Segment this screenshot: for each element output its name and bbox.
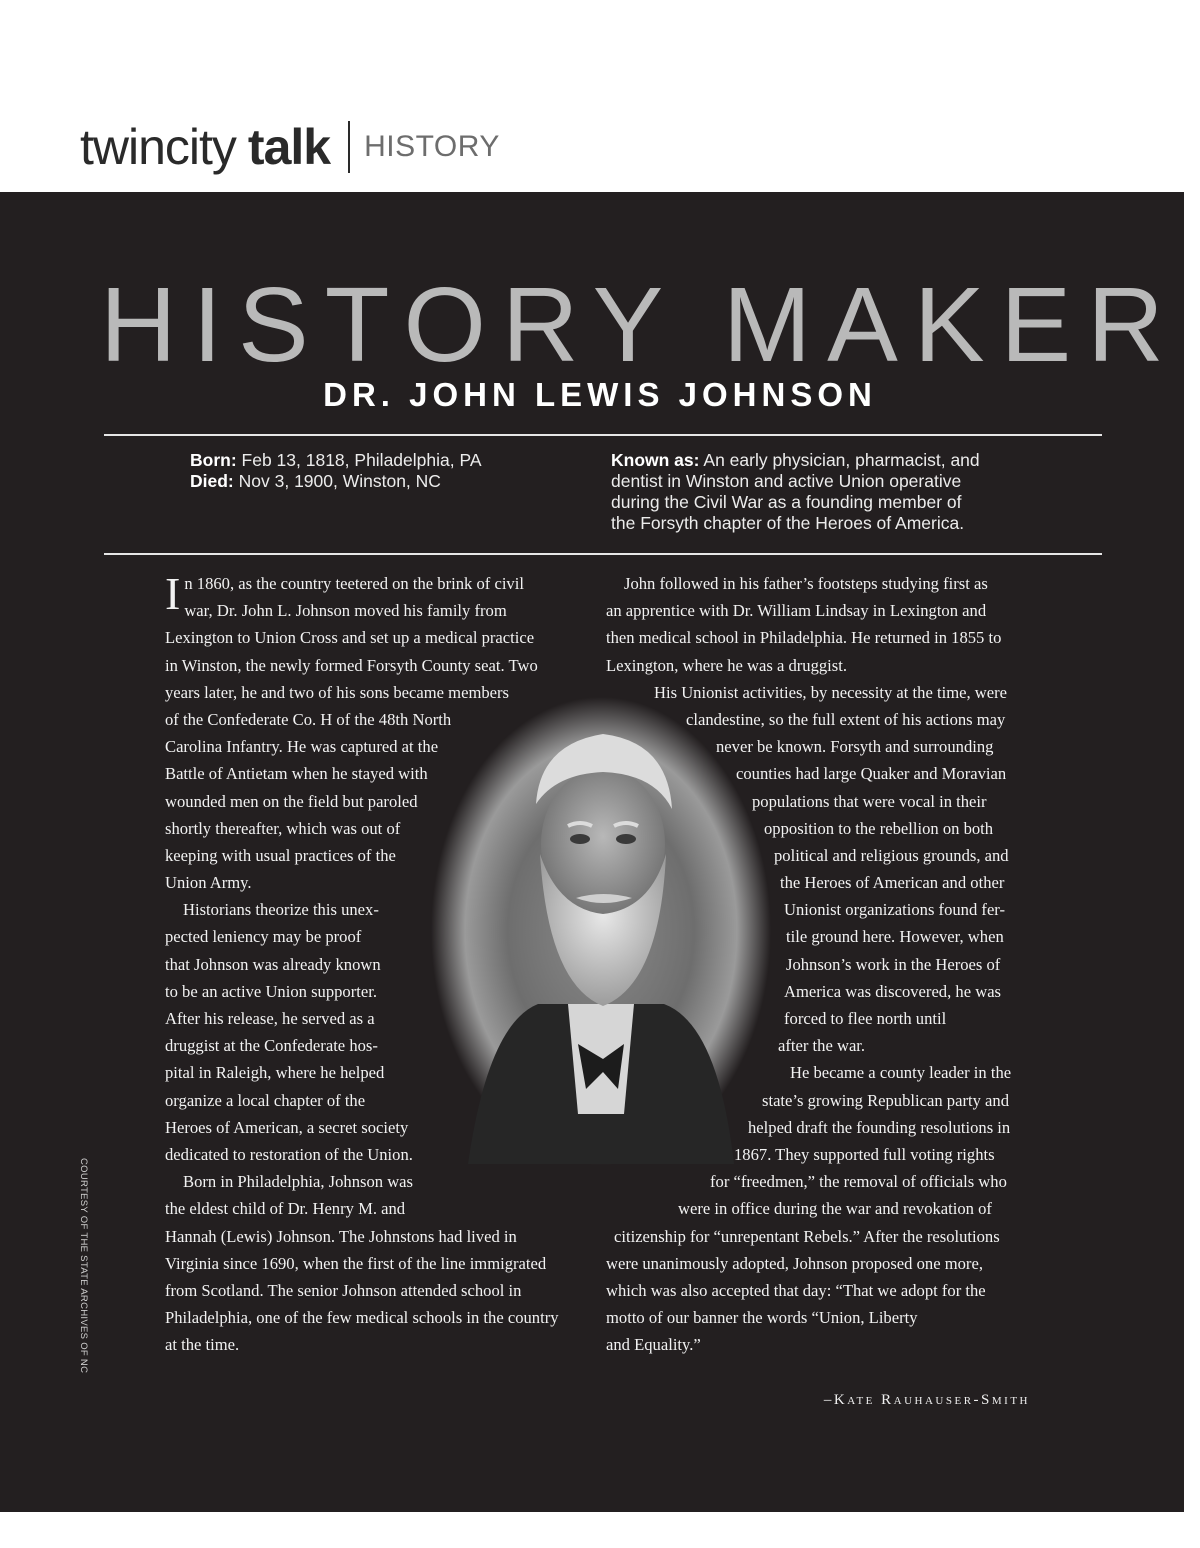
article-line: Historians theorize this unex- — [183, 900, 379, 920]
article-line: motto of our banner the words “Union, Liberty — [606, 1308, 918, 1328]
article-line: state’s growing Republican party and — [762, 1090, 1010, 1110]
article-line: were in office during the war and revokation of — [678, 1199, 992, 1219]
article-line: forced to flee north until — [784, 1009, 947, 1028]
article-line: opposition to the rebellion on both — [764, 818, 994, 838]
drop-cap: I — [165, 568, 181, 619]
died-label: Died: — [190, 471, 234, 491]
article-line: Johnson’s work in the Heroes of — [786, 954, 1001, 974]
section-label: HISTORY — [364, 130, 500, 163]
article-line: the eldest child of Dr. Henry M. and — [165, 1199, 406, 1219]
author-byline: –Kate Rauhauser-Smith — [823, 1392, 1030, 1408]
article-line: that Johnson was already known — [165, 954, 381, 974]
article-line: to be an active Union supporter. — [165, 981, 377, 1001]
article-line: In 1860, as the country teetered on the brink of civil — [165, 568, 524, 619]
article-line: at the time. — [165, 1335, 240, 1355]
article-title: HISTORY MAKER — [100, 266, 1180, 384]
article-line: Union Army. — [165, 873, 252, 893]
article-line: in Winston, the newly formed Forsyth County seat. Two — [165, 655, 538, 675]
article-line: 1867. They supported full voting rights — [734, 1144, 995, 1164]
article-line: pital in Raleigh, where he helped — [165, 1063, 385, 1083]
article-line: for “freedmen,” the removal of officials who — [710, 1172, 1007, 1192]
article-line: citizenship for “unrepentant Rebels.” After the resolutions — [614, 1226, 1000, 1246]
article-line: America was discovered, he was — [784, 981, 1002, 1001]
article-line: wounded men on the field but paroled — [165, 791, 418, 811]
article-line: John followed in his father’s footsteps studying first as — [624, 574, 988, 593]
masthead — [80, 112, 500, 182]
article-line: pected leniency may be proof — [165, 927, 362, 947]
article-line: After his release, he served as a — [165, 1009, 375, 1028]
article-line: political and religious grounds, and — [774, 845, 1009, 865]
article-line: druggist at the Confederate hos- — [165, 1036, 378, 1056]
article-line: dedicated to restoration of the Union. — [165, 1144, 413, 1164]
header-divider — [348, 121, 350, 173]
known-line: dentist in Winston and active Union operative — [611, 471, 962, 491]
article-line: Philadelphia, one of the few medical schools in the country — [165, 1308, 559, 1328]
known-line: An early physician, pharmacist, and — [703, 450, 980, 470]
article-line: Unionist organizations found fer- — [784, 900, 1006, 920]
article-line: Battle of Antietam when he stayed with — [165, 764, 428, 784]
born-value: Feb 13, 1818, Philadelphia, PA — [241, 450, 482, 470]
article-column-right — [606, 570, 1036, 1358]
known-as-fact — [611, 450, 1031, 534]
article-line: after the war. — [778, 1036, 866, 1056]
article-line: never be known. Forsyth and surrounding — [716, 737, 994, 757]
article-line: shortly thereafter, which was out of — [165, 818, 401, 838]
article-line: populations that were vocal in their — [752, 791, 987, 811]
article-line: of the Confederate Co. H of the 48th North — [165, 709, 452, 729]
article-line: Born in Philadelphia, Johnson was — [183, 1172, 413, 1192]
born-fact — [190, 450, 580, 471]
article-line: clandestine, so the full extent of his actions may — [686, 709, 1006, 729]
article-line: tile ground here. However, when — [786, 927, 1004, 947]
divider-top — [104, 434, 1102, 436]
article-line: Lexington, where he was a druggist. — [606, 655, 848, 675]
article-line: helped draft the founding resolutions in — [748, 1117, 1011, 1137]
article-line: from Scotland. The senior Johnson attended school in — [165, 1280, 522, 1300]
article-line: Hannah (Lewis) Johnson. The Johnstons had lived in — [165, 1226, 517, 1246]
photo-credit-text: COURTESY OF THE STATE ARCHIVES OF NC — [78, 1158, 89, 1374]
born-label: Born: — [190, 450, 237, 470]
article-line: Lexington to Union Cross and set up a medical practice — [165, 628, 535, 648]
article-line: and Equality.” — [606, 1335, 701, 1355]
photo-credit — [73, 1158, 93, 1374]
known-label: Known as: — [611, 450, 700, 470]
article-line: counties had large Quaker and Moravian — [736, 764, 1007, 784]
article-line: Virginia since 1690, when the first of the line immigrated — [165, 1253, 547, 1273]
article-line: organize a local chapter of the — [165, 1090, 366, 1110]
article-column-left — [165, 570, 585, 1358]
article-line: were unanimously adopted, Johnson proposed one more, — [606, 1253, 983, 1273]
known-line: during the Civil War as a founding member of — [611, 492, 962, 512]
article-panel — [0, 192, 1184, 1512]
brand-name-bold: talk — [247, 119, 331, 175]
article-line: Heroes of American, a secret society — [165, 1117, 409, 1137]
known-line: the Forsyth chapter of the Heroes of America. — [611, 513, 965, 533]
article-line: keeping with usual practices of the — [165, 845, 396, 865]
vital-facts — [190, 450, 580, 492]
article-line: which was also accepted that day: “That we adopt for the — [606, 1280, 986, 1300]
article-line: war, Dr. John L. Johnson moved his family from — [184, 601, 507, 621]
article-subtitle: DR. JOHN LEWIS JOHNSON — [323, 376, 877, 413]
died-fact — [190, 471, 580, 492]
article-line: He became a county leader in the — [790, 1063, 1012, 1083]
article-line: years later, he and two of his sons became members — [165, 682, 510, 702]
article-line: then medical school in Philadelphia. He returned in 1855 to — [606, 628, 1002, 648]
brand-name-light: twincity — [80, 119, 236, 175]
article-line: an apprentice with Dr. William Lindsay in Lexington and — [606, 601, 987, 621]
article-line: Carolina Infantry. He was captured at the — [165, 737, 439, 757]
died-value: Nov 3, 1900, Winston, NC — [238, 471, 441, 491]
article-line: the Heroes of American and other — [780, 873, 1005, 893]
divider-bottom — [104, 553, 1102, 555]
article-line: His Unionist activities, by necessity at the time, were — [654, 682, 1007, 702]
